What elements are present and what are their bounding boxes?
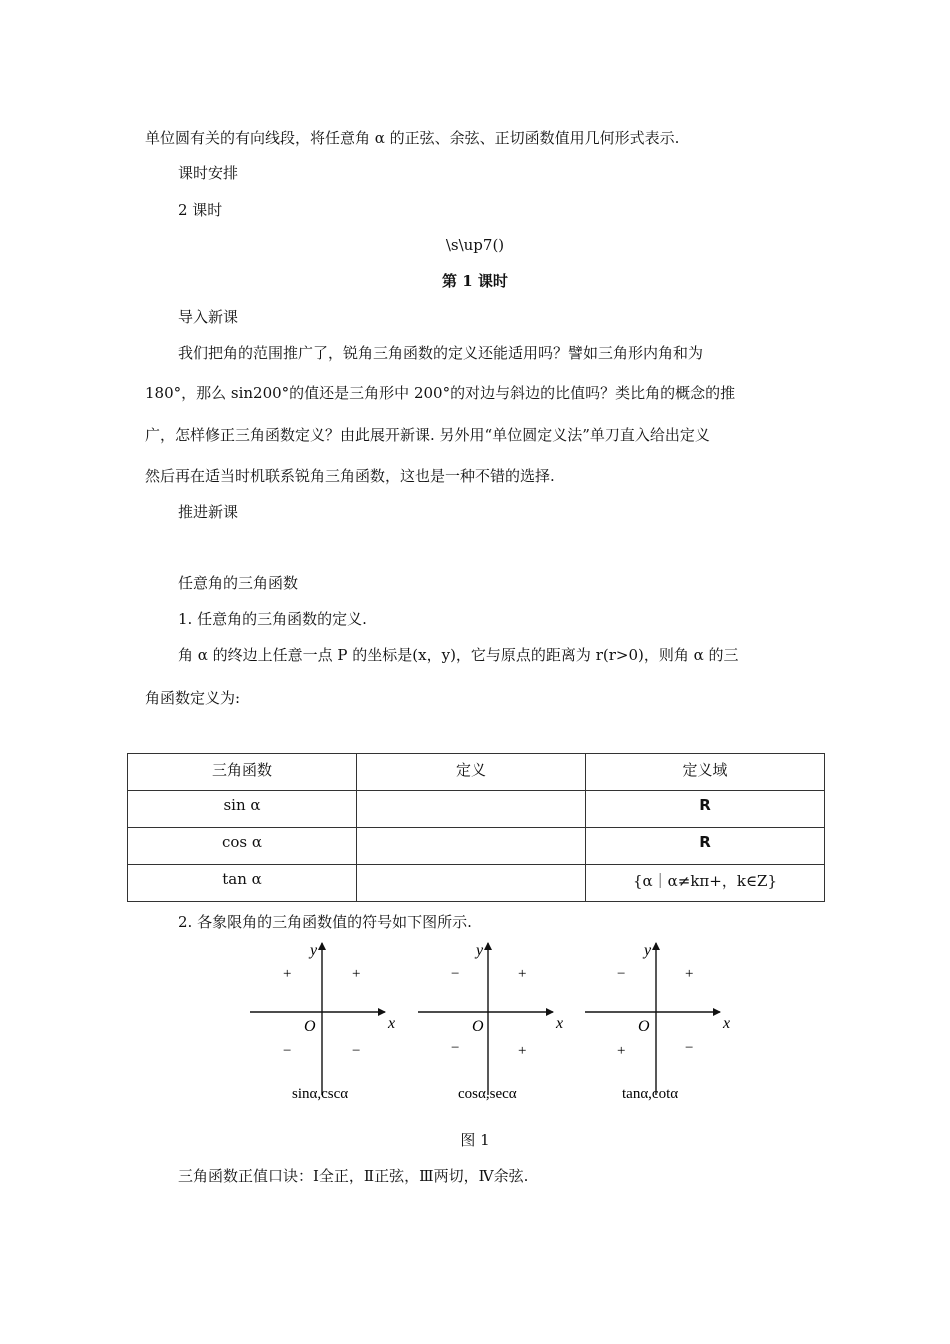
diagram-label: sinα,cscα xyxy=(292,1086,349,1102)
quadrant-iv-sign: − xyxy=(685,1040,694,1056)
field-code-text: \s\up7() xyxy=(445,236,505,254)
origin-label: O xyxy=(472,1018,484,1035)
table-cell-function: cos α xyxy=(128,828,357,865)
table-cell-definition xyxy=(357,791,586,828)
table-cell-function: sin α xyxy=(128,791,357,828)
diagram-label: tanα,cotα xyxy=(622,1086,679,1102)
section-heading: 课时安排 xyxy=(178,164,239,182)
paragraph-text: 2. 各象限角的三角函数值的符号如下图所示. xyxy=(178,913,472,931)
table-cell-function: tan α xyxy=(128,865,357,902)
quadrant-i-sign: + xyxy=(518,966,527,982)
paragraph-text: 三角函数正值口诀：Ⅰ全正，Ⅱ正弦，Ⅲ两切，Ⅳ余弦. xyxy=(178,1167,529,1185)
y-axis-label: y xyxy=(644,942,652,959)
origin-label: O xyxy=(638,1018,650,1035)
table-header-cell: 定义域 xyxy=(586,754,825,791)
definition-table xyxy=(127,753,825,902)
diagram-label: cosα,secα xyxy=(458,1086,517,1102)
quadrant-diagram-tan xyxy=(585,942,730,1102)
y-axis-label: y xyxy=(476,942,484,959)
table-header-cell: 三角函数 xyxy=(128,754,357,791)
table-cell-definition xyxy=(357,865,586,902)
paragraph-text: 1. 任意角的三角函数的定义. xyxy=(178,610,367,628)
table-cell-domain: R xyxy=(586,791,825,828)
quadrant-diagram-sin xyxy=(250,942,395,1102)
table-cell-domain: R xyxy=(586,828,825,865)
table-header-cell: 定义 xyxy=(357,754,586,791)
x-axis-label: x xyxy=(556,1015,564,1032)
quadrant-iv-sign: − xyxy=(352,1043,361,1059)
quadrant-i-sign: + xyxy=(352,966,361,982)
y-axis-label: y xyxy=(310,942,318,959)
table-cell-domain: {α｜α≠kπ+，k∈Z} xyxy=(586,865,825,902)
quadrant-ii-sign: − xyxy=(617,966,626,982)
table-row xyxy=(128,865,825,902)
table-row xyxy=(128,791,825,828)
table-header-row xyxy=(128,754,825,791)
quadrant-sign-figure xyxy=(240,935,760,1110)
quadrant-diagram-cos xyxy=(418,942,563,1102)
quadrant-iv-sign: + xyxy=(518,1043,527,1059)
section-heading: 推进新课 xyxy=(178,503,239,521)
quadrant-i-sign: + xyxy=(685,966,694,982)
section-heading: 任意角的三角函数 xyxy=(178,574,299,592)
paragraph-text: 角函数定义为: xyxy=(145,689,241,707)
quadrant-ii-sign: − xyxy=(451,966,460,982)
paragraph-text: 广，怎样修正三角函数定义？由此展开新课. 另外用“单位圆定义法”单刀直入给出定义 xyxy=(145,426,710,444)
lesson-title: 第 1 课时 xyxy=(442,272,508,290)
table-cell-definition xyxy=(357,828,586,865)
paragraph-text: 我们把角的范围推广了，锐角三角函数的定义还能适用吗？譬如三角形内角和为 xyxy=(178,344,704,362)
x-axis-label: x xyxy=(388,1015,396,1032)
paragraph-text: 然后再在适当时机联系锐角三角函数，这也是一种不错的选择. xyxy=(145,467,555,485)
section-heading: 导入新课 xyxy=(178,308,239,326)
quadrant-iii-sign: − xyxy=(451,1040,460,1056)
paragraph-text: 180°，那么 sin200°的值还是三角形中 200°的对边与斜边的比值吗？类比角的概念的推 xyxy=(145,384,736,402)
x-axis-label: x xyxy=(723,1015,731,1032)
quadrant-iii-sign: − xyxy=(283,1043,292,1059)
quadrant-iii-sign: + xyxy=(617,1043,626,1059)
paragraph-text: 单位圆有关的有向线段，将任意角 α 的正弦、余弦、正切函数值用几何形式表示. xyxy=(145,129,680,147)
paragraph-text: 角 α 的终边上任意一点 P 的坐标是(x，y)，它与原点的距离为 r(r>0)，则角 α 的三 xyxy=(178,646,739,664)
paragraph-text: 2 课时 xyxy=(178,201,223,219)
table-row xyxy=(128,828,825,865)
figure-caption: 图 1 xyxy=(460,1131,490,1149)
quadrant-ii-sign: + xyxy=(283,966,292,982)
origin-label: O xyxy=(304,1018,316,1035)
